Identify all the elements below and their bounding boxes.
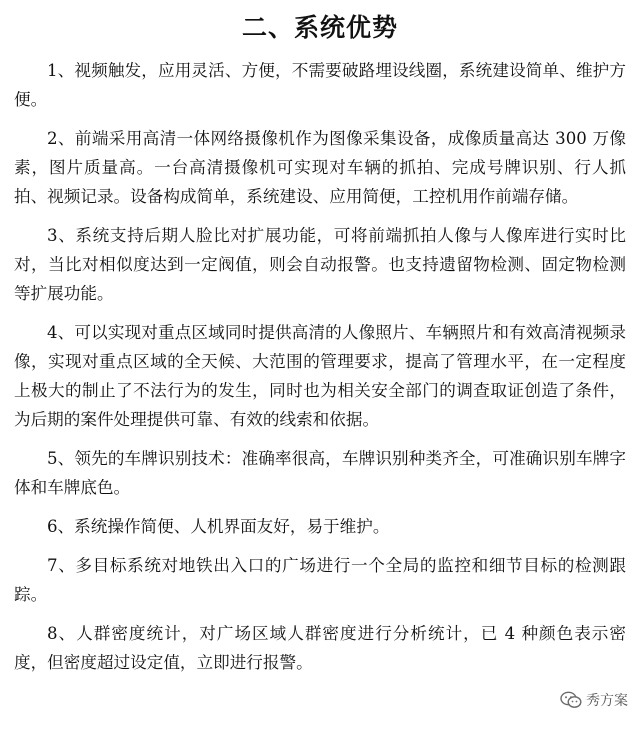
watermark-text: 秀方案: [586, 693, 628, 709]
paragraph-8: 8、人群密度统计，对广场区域人群密度进行分析统计，已 4 种颜色表示密度，但密度超过设定值，立即进行报警。: [14, 624, 626, 672]
paragraph-6: 6、系统操作简便、人机界面友好，易于维护。: [47, 517, 390, 536]
paragraph-2: 2、前端采用高清一体网络摄像机作为图像采集设备，成像质量高达 300 万像素，图片质量高。一台高清摄像机可实现对车辆的抓拍、完成号牌识别、行人抓拍、视频记录。设备构成简单，系统建设、应用简便，工控机用作前端存储。: [14, 129, 626, 206]
paragraph-7: 7、多目标系统对地铁出入口的广场进行一个全局的监控和细节目标的检测跟踪。: [14, 556, 626, 604]
paragraph-4: 4、可以实现对重点区域同时提供高清的人像照片、车辆照片和有效高清视频录像，实现对重点区域的全天候、大范围的管理要求，提高了管理水平，在一定程度上极大的制止了不法行为的发生，同时也为相关安全部门的调查取证创造了条件，为后期的案件处理提供可靠、有效的线索和依据。: [14, 323, 626, 429]
paragraph-1: 1、视频触发，应用灵活、方便，不需要破路埋设线圈，系统建设简单、维护方便。: [14, 61, 626, 109]
paragraph-5: 5、领先的车牌识别技术：准确率很高，车牌识别种类齐全，可准确识别车牌字体和车牌底色。: [14, 449, 626, 497]
watermark: [560, 690, 628, 710]
section-title: 二、系统优势: [241, 13, 398, 42]
paragraph-3: 3、系统支持后期人脸比对扩展功能，可将前端抓拍人像与人像库进行实时比对，当比对相似度达到一定阀值，则会自动报警。也支持遗留物检测、固定物检测等扩展功能。: [14, 226, 626, 303]
wechat-icon: [560, 691, 582, 709]
